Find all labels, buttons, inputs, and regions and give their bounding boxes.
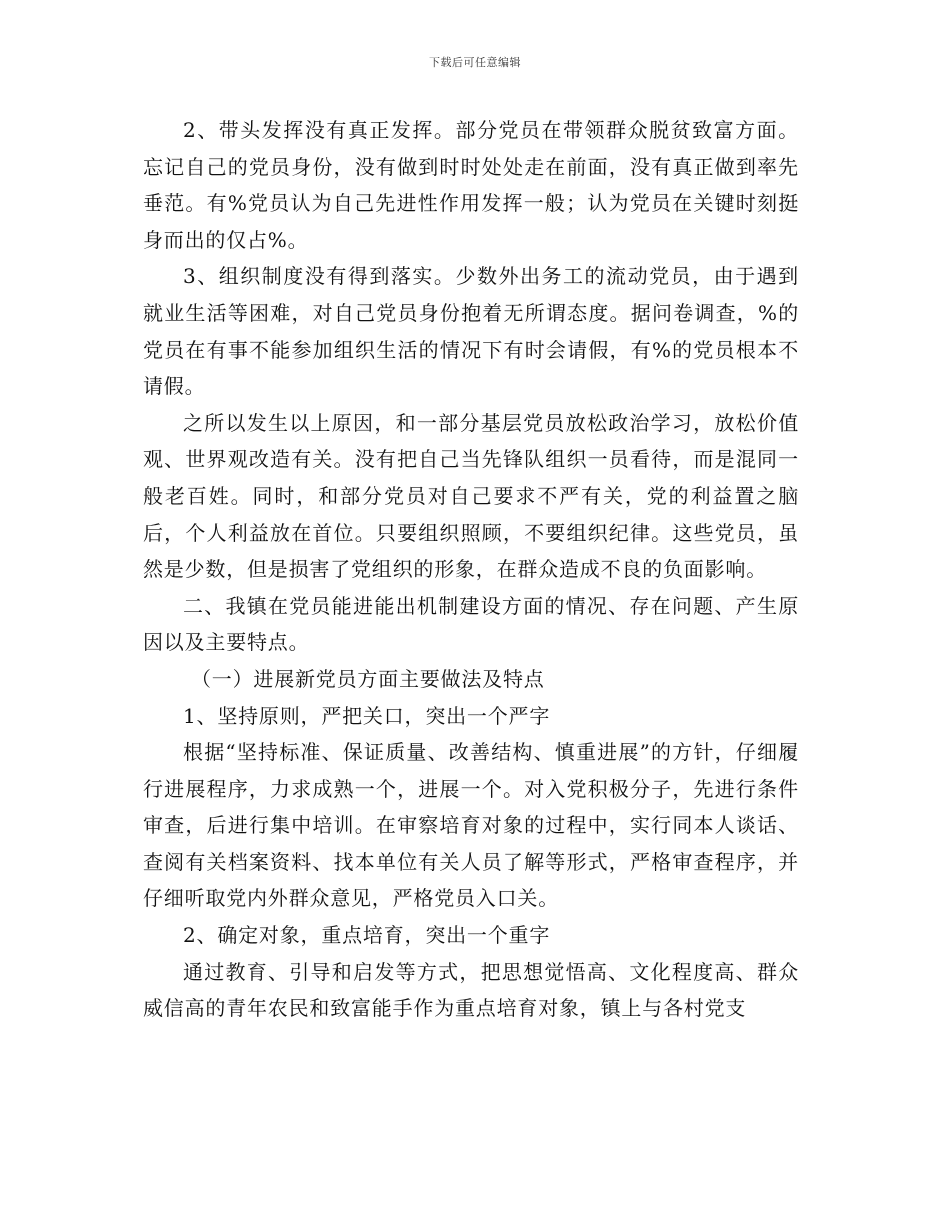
section-heading-two: 二、我镇在党员能进能出机制建设方面的情况、存在问题、产生原因以及主要特点。 bbox=[143, 593, 799, 655]
paragraph-organization-system: 3、组织制度没有得到落实。少数外出务工的流动党员，由于遇到就业生活等困难，对自己党员身份抱着无所谓态度。据问卷调查，%的党员在有事不能参加组织生活的情况下有时会请假，有%的党员根本不请假。 bbox=[143, 264, 799, 399]
document-body bbox=[143, 112, 799, 1027]
paragraph-strict-procedure: 根据“坚持标准、保证质量、改善结构、慎重进展”的方针，仔细履行进展程序，力求成熟一个，进展一个。对入党积极分子，先进行条件审查，后进行集中培训。在审察培育对象的过程中，实行同本人谈话、查阅有关档案资料、找本单位有关人员了解等形式，严格审查程序，并仔细听取党内外群众意见，严格党员入口关。 bbox=[143, 740, 799, 911]
subsection-heading-one: （一）进展新党员方面主要做法及特点 bbox=[191, 666, 545, 691]
page-header: 下载后可任意编辑 bbox=[429, 56, 521, 69]
paragraph-focus-training: 通过教育、引导和启发等方式，把思想觉悟高、文化程度高、群众威信高的青年农民和致富能手作为重点培育对象，镇上与各村党支 bbox=[143, 959, 799, 1021]
item-heading-strict: 1、坚持原则，严把关口，突出一个严字 bbox=[183, 703, 551, 728]
paragraph-cause-analysis: 之所以发生以上原因，和一部分基层党员放松政治学习，放松价值观、世界观改造有关。没有把自己当先锋队组织一员看待，而是混同一般老百姓。同时，和部分党员对自己要求不严有关，党的利益置之脑后，个人利益放在首位。只要组织照顾，不要组织纪律。这些党员，虽然是少数，但是损害了党组织的形象，在群众造成不良的负面影响。 bbox=[143, 410, 799, 582]
paragraph-leading-role: 2、带头发挥没有真正发挥。部分党员在带领群众脱贫致富方面。忘记自己的党员身份，没有做到时时处处走在前面，没有真正做到率先垂范。有%党员认为自己先进性作用发挥一般；认为党员在关键时刻挺身而出的仅占%。 bbox=[143, 118, 799, 252]
item-heading-focus: 2、确定对象，重点培育，突出一个重字 bbox=[183, 923, 551, 948]
